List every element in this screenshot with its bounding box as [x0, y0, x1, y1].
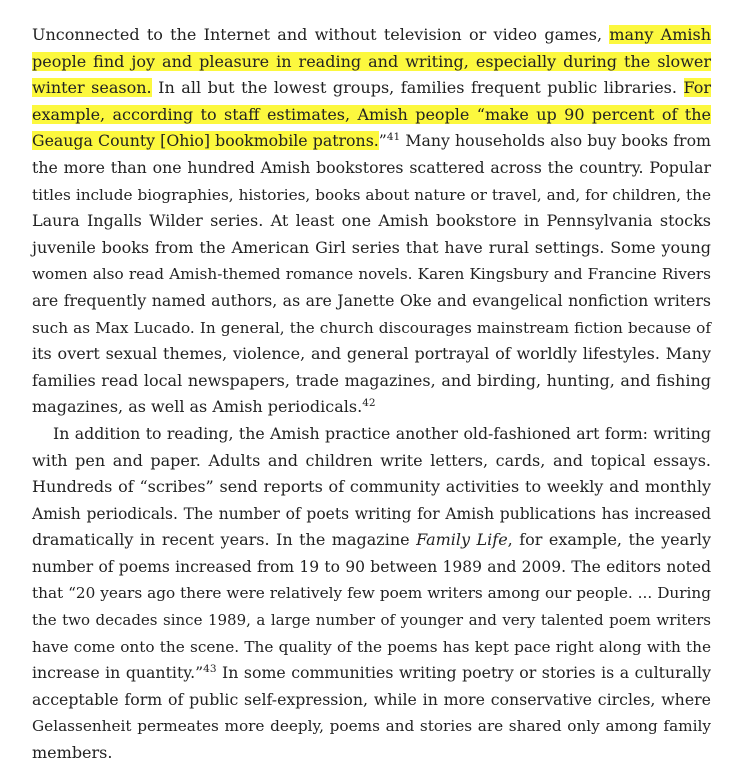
- text-span: , for example, the yearly: [507, 530, 711, 550]
- text-line: its overt sexual themes, violence, and general portrayal of worldly lifestyles. Many: [32, 344, 711, 364]
- text-span: increase in quantity.”: [32, 663, 204, 683]
- text-line: acceptable form of public self-expression, while in more conservative circles, where: [32, 689, 711, 709]
- text-line: In addition to reading, the Amish practice another old-fashioned art form: writing: [53, 423, 711, 443]
- text-line: [32, 102, 711, 129]
- text-span: Unconnected to the Internet and without television or video games,: [32, 25, 610, 44]
- text-line: the two decades since 1989, a large number of younger and very talented poem writers: [32, 611, 711, 630]
- text-span: ”: [378, 131, 387, 151]
- text-line: Gelassenheit permeates more deeply, poems and stories are shared only among family: [32, 717, 711, 736]
- text-span: dramatically in recent years. In the magazine: [32, 530, 417, 550]
- text-line: [32, 660, 711, 687]
- highlighted-text: winter season.: [32, 78, 152, 98]
- text-span: magazines, as well as Amish periodicals.: [32, 397, 363, 417]
- text-span: In all but the lowest groups, families frequent public libraries.: [151, 78, 684, 98]
- highlighted-text: people find joy and pleasure in reading and writing, especially during the slower: [32, 51, 711, 71]
- text-line: Hundreds of “scribes” send reports of community activities to weekly and monthly: [32, 477, 711, 497]
- text-line: have come onto the scene. The quality of the poems has kept pace right along with the: [32, 637, 711, 656]
- text-line: women also read Amish-themed romance novels. Karen Kingsbury and Francine Rivers: [32, 265, 711, 284]
- text-line: titles include biographies, histories, books about nature or travel, and, for children, the: [32, 185, 711, 204]
- text-line: families read local newspapers, trade magazines, and birding, hunting, and fishing: [32, 370, 711, 390]
- text-line: [32, 527, 711, 554]
- text-line: members.: [32, 743, 113, 763]
- text-line: such as Max Lucado. In general, the church discourages mainstream fiction because of: [32, 318, 711, 337]
- footnote-marker: 41: [386, 131, 401, 144]
- text-line: are frequently named authors, as are Janette Oke and evangelical nonfiction writers: [32, 290, 711, 310]
- text-line: [32, 394, 711, 421]
- text-span: In some communities writing poetry or stories is a culturally: [216, 663, 711, 683]
- text-line: with pen and paper. Adults and children write letters, cards, and topical essays.: [32, 450, 711, 470]
- paragraph-writing: [32, 421, 711, 767]
- text-line: juvenile books from the American Girl series that have rural settings. Some young: [32, 237, 711, 257]
- footnote-marker: 42: [362, 397, 376, 410]
- text-line: [32, 49, 711, 76]
- text-line: [32, 128, 711, 155]
- text-line: number of poems increased from 19 to 90 between 1989 and 2009. The editors noted: [32, 557, 711, 576]
- highlighted-text: For: [683, 78, 712, 98]
- footnote-marker: 43: [203, 663, 217, 676]
- text-line: [32, 75, 711, 102]
- text-line: Amish periodicals. The number of poets writing for Amish publications has increased: [32, 504, 711, 523]
- text-line: [32, 22, 711, 49]
- text-span: Many households also buy books from: [400, 131, 711, 151]
- text-line: Laura Ingalls Wilder series. At least one Amish bookstore in Pennsylvania stocks: [32, 211, 711, 231]
- paragraph-reading: [32, 22, 711, 421]
- highlighted-text: many Amish: [609, 25, 712, 44]
- magazine-title: Family Life: [416, 530, 508, 550]
- text-line: that “20 years ago there were relatively few poem writers among our people. ... During: [32, 584, 711, 603]
- highlighted-text: example, according to staff estimates, Amish people “make up 90 percent of the: [32, 104, 711, 124]
- document-page: [32, 22, 711, 767]
- highlighted-text: Geauga County [Ohio] bookmobile patrons.: [32, 131, 379, 151]
- text-line: the more than one hundred Amish bookstores scattered across the country. Popular: [32, 157, 711, 177]
